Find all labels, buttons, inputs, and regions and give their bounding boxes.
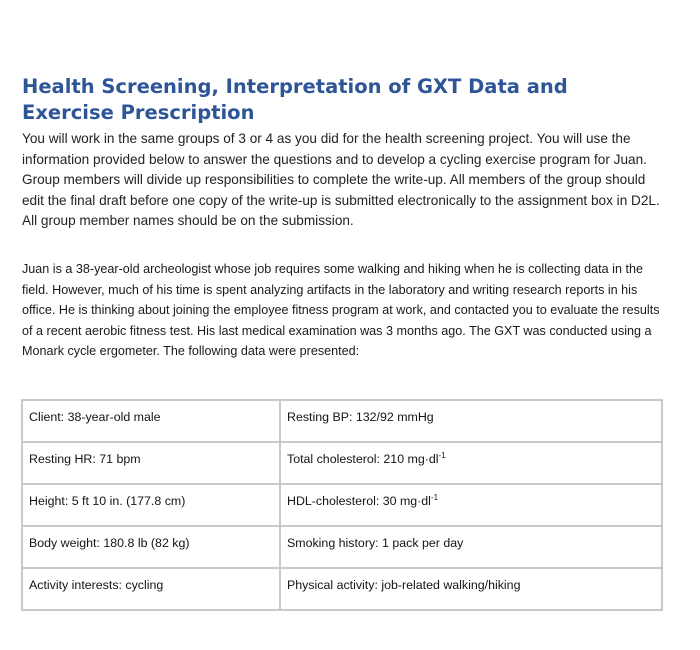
scenario-paragraph: Juan is a 38-year-old archeologist whose job requires some walking and hiking when he is collecting data in the field. However, much of his time is spent analyzing artifacts in the laboratory and writing research reports in his office. He is thinking about joining the employee fitness program at work, and contacted you to evaluate the results of a recent aerobic fitness test. His last medical examination was 3 months ago. The GXT was conducted using a Monark cycle ergometer. The following data were presented: xyxy=(22,261,660,359)
client-data-table xyxy=(21,399,663,611)
document-title: Health Screening, Interpretation of GXT Data and Exercise Prescription xyxy=(22,75,568,124)
hdl-cholesterol-text: HDL-cholesterol: 30 mg·dl xyxy=(287,494,431,508)
table-row xyxy=(22,484,662,526)
table-row xyxy=(22,568,662,610)
table-cell-hdl-cholesterol xyxy=(280,484,662,526)
total-cholesterol-exponent: -1 xyxy=(438,450,446,460)
table-cell-body-weight: Body weight: 180.8 lb (82 kg) xyxy=(22,526,280,568)
table-cell-physical-activity: Physical activity: job-related walking/hiking xyxy=(280,568,662,610)
table-cell-height: Height: 5 ft 10 in. (177.8 cm) xyxy=(22,484,280,526)
document-body xyxy=(22,74,662,362)
table-cell-smoking-history: Smoking history: 1 pack per day xyxy=(280,526,662,568)
table-cell-client: Client: 38-year-old male xyxy=(22,400,280,442)
table-cell-resting-hr: Resting HR: 71 bpm xyxy=(22,442,280,484)
total-cholesterol-text: Total cholesterol: 210 mg·dl xyxy=(287,452,439,466)
table-row xyxy=(22,442,662,484)
table-cell-resting-bp: Resting BP: 132/92 mmHg xyxy=(280,400,662,442)
intro-paragraph: You will work in the same groups of 3 or 4 as you did for the health screening project. You will use the information provided below to answer the questions and to develop a cycling exercise program for Juan. Group members will divide up responsibilities to complete the write-up. All members of the group should edit the final draft before one copy of the write-up is submitted electronically to the assignment box in D2L. All group member names should be on the submission. xyxy=(22,131,660,229)
table-cell-activity-interests: Activity interests: cycling xyxy=(22,568,280,610)
table-cell-total-cholesterol xyxy=(280,442,662,484)
table-row xyxy=(22,526,662,568)
table-row xyxy=(22,400,662,442)
hdl-cholesterol-exponent: -1 xyxy=(430,492,439,502)
